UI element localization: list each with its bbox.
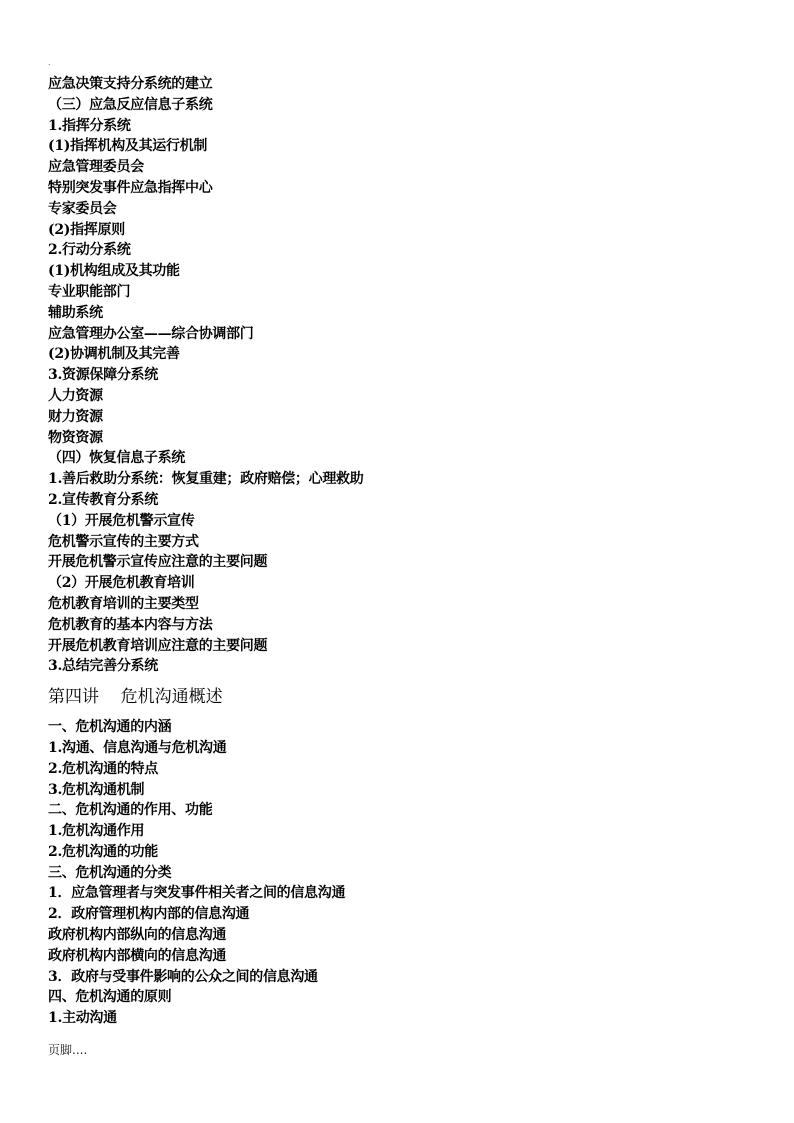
text-line: 辅助系统: [48, 304, 103, 321]
text-line: 2.危机沟通的功能: [48, 843, 158, 860]
text-line: 2.危机沟通的特点: [48, 760, 158, 777]
text-line: 3.总结完善分系统: [48, 658, 158, 675]
text-line: 物资资源: [48, 429, 103, 446]
text-line: 1．应急管理者与突发事件相关者之间的信息沟通: [48, 885, 346, 902]
section-lines-after: [48, 717, 748, 1029]
text-line: 开展危机警示宣传应注意的主要问题: [48, 554, 268, 571]
text-line: (1)指挥机构及其运行机制: [48, 138, 208, 155]
document-body: [48, 74, 748, 1029]
text-line: 二、危机沟通的作用、功能: [48, 802, 213, 819]
text-line: （2）开展危机教育培训: [48, 575, 195, 592]
text-line: （四）恢复信息子系统: [48, 450, 185, 467]
text-line: 政府机构内部横向的信息沟通: [48, 947, 227, 964]
text-line: 危机教育的基本内容与方法: [48, 616, 213, 633]
page-footer: 页脚....: [48, 1043, 88, 1057]
text-line: （1）开展危机警示宣传: [48, 512, 195, 529]
text-line: 1.危机沟通作用: [48, 823, 145, 840]
text-line: (1)机构组成及其功能: [48, 263, 180, 280]
text-line: 专家委员会: [48, 200, 117, 217]
text-line: 1.沟通、信息沟通与危机沟通: [48, 739, 227, 756]
text-line: 1.指挥分系统: [48, 117, 131, 134]
text-line: 1.主动沟通: [48, 1010, 117, 1027]
text-line: 应急管理委员会: [48, 159, 144, 176]
text-line: 一、危机沟通的内涵: [48, 719, 172, 736]
text-line: (2)指挥原则: [48, 221, 125, 238]
text-line: 1.善后救助分系统：恢复重建；政府赔偿；心理救助: [48, 471, 364, 488]
text-line: 应急管理办公室——综合协调部门: [48, 325, 254, 342]
header-mark: .: [48, 58, 51, 67]
text-line: 开展危机教育培训应注意的主要问题: [48, 637, 268, 654]
text-line: （三）应急反应信息子系统: [48, 96, 213, 113]
text-line: 危机教育培训的主要类型: [48, 595, 199, 612]
text-line: (2)协调机制及其完善: [48, 346, 180, 363]
chapter-heading: 第四讲 危机沟通概述: [48, 687, 223, 708]
text-line: 2．政府管理机构内部的信息沟通: [48, 906, 250, 923]
text-line: 3.危机沟通机制: [48, 781, 145, 798]
text-line: 特别突发事件应急指挥中心: [48, 179, 213, 196]
text-line: 3．政府与受事件影响的公众之间的信息沟通: [48, 968, 318, 985]
section-lines-before: [48, 74, 748, 677]
text-line: 危机警示宣传的主要方式: [48, 533, 199, 550]
text-line: 专业职能部门: [48, 283, 131, 300]
text-line: 3.资源保障分系统: [48, 367, 158, 384]
text-line: 应急决策支持分系统的建立: [48, 76, 213, 92]
text-line: 四、危机沟通的原则: [48, 989, 172, 1006]
text-line: 人力资源: [48, 387, 103, 404]
text-line: 财力资源: [48, 408, 103, 425]
text-line: 三、危机沟通的分类: [48, 864, 172, 881]
text-line: 2.行动分系统: [48, 242, 131, 259]
text-line: 政府机构内部纵向的信息沟通: [48, 927, 227, 944]
text-line: 2.宣传教育分系统: [48, 491, 158, 508]
